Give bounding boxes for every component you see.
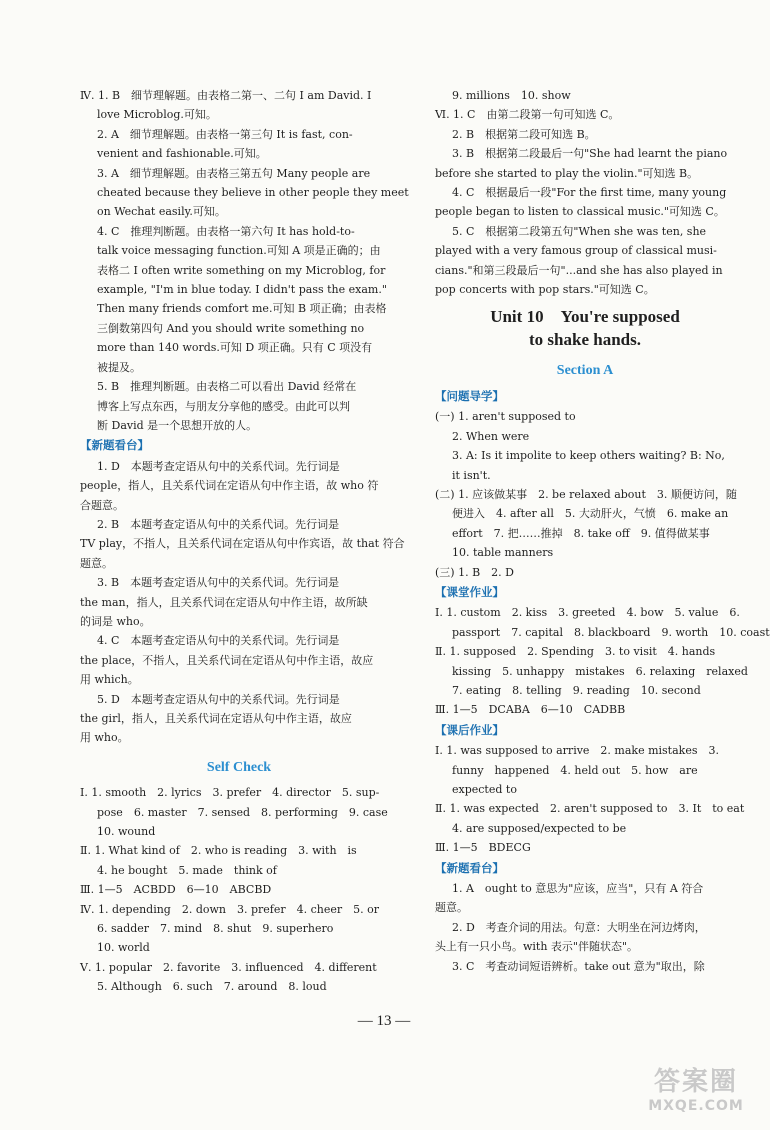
answer-line: example, "I'm in blue today. I didn't pass the exam." (97, 283, 387, 297)
answer-line: people，指人，且关系代词在定语从句中作主语，故 who 符 (80, 479, 379, 493)
watermark-url: MXQE.COM (648, 1098, 744, 1114)
answer-line: 3. B 本题考查定语从句中的关系代词。先行词是 (97, 576, 340, 590)
right-column (435, 86, 770, 976)
answer-line: 2. When were (452, 429, 530, 443)
answer-line: before she started to play the violin."可知选 B。 (435, 166, 699, 180)
unit-title-line: Unit 10 You're supposed (490, 307, 680, 327)
answer-line: 题意。 (435, 901, 468, 915)
answer-line: TV play，不指人，且关系代词在定语从句中作宾语，故 that 符合 (80, 537, 405, 551)
answer-line: cheated because they believe in other people they meet (97, 186, 409, 200)
answer-line: 3. A: Is it impolite to keep others waiting? B: No, (452, 449, 725, 463)
answer-line: 10. wound (97, 825, 156, 839)
answer-line: (三) 1. B 2. D (435, 565, 514, 579)
answer-line: the place，不指人，且关系代词在定语从句中作主语，故应 (80, 653, 374, 667)
answer-line: (二) 1. 应该做某事 2. be relaxed about 3. 顺便访问，随 (435, 487, 737, 501)
section-heading: Section A (556, 363, 614, 379)
answer-line: pop concerts with pop stars."可知选 C。 (435, 283, 655, 297)
answer-line: expected to (452, 783, 517, 796)
unit-title-line: to shake hands. (529, 330, 641, 350)
answer-line: Ⅱ. 1. was expected 2. aren't supposed to 3. It to eat (435, 802, 745, 816)
page-number: — 13 — (357, 1013, 411, 1029)
answer-line: people began to listen to classical music."可知选 C。 (435, 205, 725, 219)
answer-line: it isn't. (452, 468, 491, 482)
answer-line: the man，指人，且关系代词在定语从句中作主语，故所缺 (80, 595, 368, 609)
answer-line: (一) 1. aren't supposed to (435, 410, 576, 424)
answer-line: Ⅲ. 1—5 DCABA 6—10 CADBB (435, 703, 626, 717)
answer-line: 7. eating 8. telling 9. reading 10. second (452, 683, 701, 697)
answer-line: 用 who。 (80, 731, 129, 745)
answer-line: passport 7. capital 8. blackboard 9. worth 10. coast (452, 625, 770, 639)
unit-title (435, 305, 735, 351)
answer-line: the girl，指人，且关系代词在定语从句中作主语，故应 (80, 712, 352, 725)
answer-line: Ⅱ. 1. supposed 2. Spending 3. to visit 4. hands (435, 645, 716, 659)
answer-line: 用 which。 (80, 673, 139, 687)
answer-line: funny happened 4. held out 5. how are (452, 763, 698, 777)
section-badge: 【新题看台】 (80, 438, 149, 453)
answer-line: 4. he bought 5. made think of (97, 863, 277, 877)
answer-line: 5. C 根据第二段第五句"When she was ten, she (452, 224, 707, 238)
answer-line: Then many friends comfort me.可知 B 项正确；由表格 (97, 302, 387, 316)
answer-line: Ⅴ. 1. popular 2. favorite 3. influenced 4. different (80, 960, 377, 974)
answer-line: love Microblog.可知。 (97, 108, 217, 122)
answer-line: 5. B 推理判断题。由表格二可以看出 David 经常在 (97, 380, 357, 394)
answer-line: 1. A ought to 意思为"应该，应当"，只有 A 符合 (452, 882, 704, 896)
answer-line: talk voice messaging function.可知 A 项是正确的；由 (97, 244, 381, 258)
section-heading: Self Check (206, 759, 272, 775)
answer-line: 题意。 (80, 556, 113, 570)
answer-line: 5. Although 6. such 7. around 8. loud (97, 980, 327, 994)
watermark-logo (636, 1066, 756, 1120)
answer-line: effort 7. 把……推掉 8. take off 9. 值得做某事 (452, 526, 710, 540)
answer-line: Ⅵ. 1. C 由第二段第一句可知选 C。 (435, 108, 620, 122)
watermark-text: 答案圈 (653, 1067, 738, 1097)
answer-line: 10. table manners (452, 546, 554, 560)
answer-line: Ⅱ. 1. What kind of 2. who is reading 3. with is (80, 844, 357, 858)
answer-line: pose 6. master 7. sensed 8. performing 9. case (97, 805, 388, 819)
answer-line: 博客上写点东西，与朋友分享他的感受。由此可以判 (97, 399, 350, 413)
answer-line: Ⅰ. 1. was supposed to arrive 2. make mistakes 3. (435, 744, 719, 758)
answer-line: 4. C 推理判断题。由表格一第六句 It has hold-to- (97, 224, 355, 238)
answer-line: 4. C 根据最后一段"For the first time, many young (452, 186, 727, 200)
answer-line: 合题意。 (80, 498, 124, 512)
answer-line: Ⅲ. 1—5 ACBDD 6—10 ABCBD (80, 883, 272, 897)
answer-line: 被提及。 (97, 360, 141, 374)
answer-line: more than 140 words.可知 D 项正确。只有 C 项没有 (97, 341, 373, 355)
answer-line: 10. world (97, 941, 150, 955)
answer-line: 2. B 本题考查定语从句中的关系代词。先行词是 (97, 517, 340, 531)
answer-line: 头上有一只小鸟。with 表示"伴随状态"。 (435, 940, 639, 954)
answer-line: 9. millions 10. show (452, 89, 571, 102)
left-column (80, 86, 409, 997)
answer-line: 表格二 I often write something on my Microblog, for (97, 263, 386, 277)
section-badge: 【问题导学】 (435, 388, 504, 403)
answer-line: played with a very famous group of classical musi- (435, 244, 717, 258)
answer-line: cians."和第三段最后一句"...and she has also played in (435, 263, 723, 277)
answer-line: 三倒数第四句 And you should write something no (97, 321, 365, 335)
answer-line: venient and fashionable.可知。 (97, 147, 267, 161)
answer-line: 4. C 本题考查定语从句中的关系代词。先行词是 (97, 634, 340, 648)
answer-line: Ⅳ. 1. depending 2. down 3. prefer 4. cheer 5. or (80, 902, 380, 916)
answer-line: 2. D 考查介词的用法。句意：大明坐在河边烤肉， (452, 920, 706, 934)
section-badge: 【新题看台】 (435, 860, 504, 875)
answer-line: 便进入 4. after all 5. 大动肝火，气愤 6. make an (452, 507, 729, 521)
answer-line: 的词是 who。 (80, 614, 151, 628)
section-badge: 【课堂作业】 (435, 584, 504, 599)
section-badge: 【课后作业】 (435, 722, 504, 737)
answer-line: Ⅰ. 1. smooth 2. lyrics 3. prefer 4. director 5. sup- (80, 786, 380, 800)
answer-line: Ⅳ. 1. B 细节理解题。由表格二第一、二句 I am David. I (80, 89, 372, 102)
answer-line: 1. D 本题考查定语从句中的关系代词。先行词是 (97, 459, 340, 473)
answer-line: 3. A 细节理解题。由表格三第五句 Many people are (97, 166, 371, 180)
answer-line: 2. B 根据第二段可知选 B。 (452, 127, 596, 141)
answer-line: Ⅰ. 1. custom 2. kiss 3. greeted 4. bow 5. value 6. (435, 606, 740, 620)
answer-line: kissing 5. unhappy mistakes 6. relaxing relaxed (452, 664, 748, 678)
answer-line: 3. C 考查动词短语辨析。take out 意为"取出，除 (452, 959, 705, 973)
answer-line: 4. are supposed/expected to be (452, 821, 627, 835)
answer-line: 2. A 细节理解题。由表格一第三句 It is fast, con- (97, 127, 353, 141)
answer-line: 6. sadder 7. mind 8. shut 9. superhero (97, 922, 334, 936)
answer-line: on Wechat easily.可知。 (97, 205, 226, 219)
answer-line: Ⅲ. 1—5 BDECG (435, 841, 531, 855)
answer-line: 断 David 是一个思想开放的人。 (97, 418, 258, 432)
answer-line: 5. D 本题考查定语从句中的关系代词。先行词是 (97, 692, 340, 706)
answer-line: 3. B 根据第二段最后一句"She had learnt the piano (452, 147, 728, 161)
